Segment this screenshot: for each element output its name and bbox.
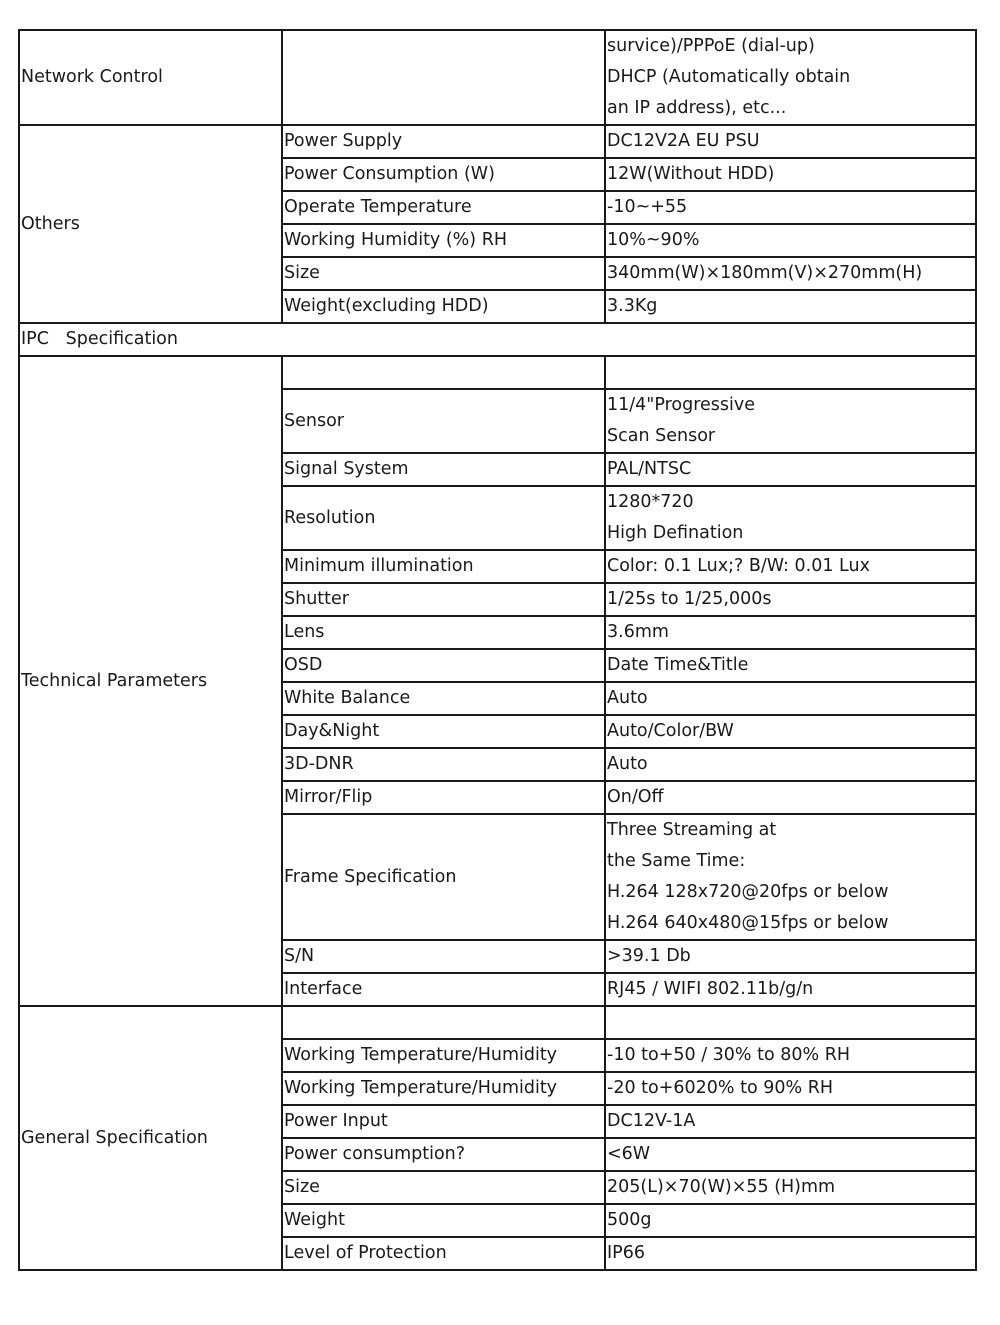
parameter-value: [605, 224, 976, 257]
parameter-label: Power Consumption (W): [282, 158, 605, 191]
value-line: 205(L)×70(W)×55 (H)mm: [607, 1177, 836, 1197]
value-line: [607, 1007, 975, 1038]
parameter-value: [605, 389, 976, 453]
parameter-value: [605, 973, 976, 1006]
value-line: Scan Sensor: [607, 426, 716, 446]
parameter-label: [282, 30, 605, 125]
parameter-value: [605, 1039, 976, 1072]
parameter-value: [605, 1138, 976, 1171]
table-row: [19, 30, 976, 125]
parameter-value: [605, 616, 976, 649]
value-line: -10 to+50 / 30% to 80% RH: [607, 1045, 851, 1065]
parameter-value: [605, 1072, 976, 1105]
parameter-value: [605, 814, 976, 940]
parameter-label: OSD: [282, 649, 605, 682]
parameter-value: [605, 1006, 976, 1039]
group-label-general-specification: General Specification: [19, 1006, 282, 1270]
parameter-value: [605, 158, 976, 191]
value-line: 12W(Without HDD): [607, 164, 775, 184]
parameter-label: Working Humidity (%) RH: [282, 224, 605, 257]
value-line: DC12V-1A: [607, 1111, 696, 1131]
value-line: Auto/Color/BW: [607, 721, 734, 741]
value-line: 10%~90%: [607, 230, 700, 250]
parameter-value: [605, 748, 976, 781]
section-heading: IPC Specification: [19, 323, 976, 356]
parameter-label: Minimum illumination: [282, 550, 605, 583]
parameter-value: [605, 125, 976, 158]
parameter-value: [605, 30, 976, 125]
spec-table-body: [19, 30, 976, 1270]
value-line: 11/4"Progressive: [607, 395, 756, 415]
parameter-value: [605, 356, 976, 389]
parameter-label: Frame Specification: [282, 814, 605, 940]
value-line: 1280*720: [607, 492, 694, 512]
parameter-value: [605, 191, 976, 224]
parameter-label: Signal System: [282, 453, 605, 486]
value-line: [607, 357, 975, 388]
parameter-value: [605, 550, 976, 583]
table-row: [19, 125, 976, 158]
parameter-label: [282, 1006, 605, 1039]
parameter-label: Sensor: [282, 389, 605, 453]
parameter-label: S/N: [282, 940, 605, 973]
value-line: the Same Time:: [607, 851, 746, 871]
parameter-value: [605, 1204, 976, 1237]
parameter-label: Mirror/Flip: [282, 781, 605, 814]
parameter-value: [605, 682, 976, 715]
parameter-value: [605, 1237, 976, 1270]
parameter-label: Power consumption?: [282, 1138, 605, 1171]
value-line: High Defination: [607, 523, 744, 543]
value-line: an IP address), etc...: [607, 98, 787, 118]
parameter-label: Power Input: [282, 1105, 605, 1138]
value-line: 340mm(W)×180mm(V)×270mm(H): [607, 263, 923, 283]
value-line: Auto: [607, 754, 648, 774]
group-label-technical-parameters: Technical Parameters: [19, 356, 282, 1006]
parameter-label: Shutter: [282, 583, 605, 616]
section-heading-row: [19, 323, 976, 356]
parameter-value: [605, 453, 976, 486]
value-line: H.264 128x720@20fps or below: [607, 882, 889, 902]
parameter-value: [605, 649, 976, 682]
value-line: DC12V2A EU PSU: [607, 131, 760, 151]
value-line: 3.6mm: [607, 622, 669, 642]
value-line: 500g: [607, 1210, 652, 1230]
value-line: -10~+55: [607, 197, 688, 217]
parameter-label: 3D-DNR: [282, 748, 605, 781]
value-line: >39.1 Db: [607, 946, 691, 966]
value-line: On/Off: [607, 787, 664, 807]
group-label-network-control: Network Control: [19, 30, 282, 125]
parameter-label: Size: [282, 1171, 605, 1204]
parameter-value: [605, 940, 976, 973]
group-label-others: Others: [19, 125, 282, 323]
parameter-label: Working Temperature/Humidity: [282, 1072, 605, 1105]
parameter-value: [605, 290, 976, 323]
parameter-label: Level of Protection: [282, 1237, 605, 1270]
value-line: DHCP (Automatically obtain: [607, 67, 851, 87]
parameter-label: Interface: [282, 973, 605, 1006]
value-line: Color: 0.1 Lux;? B/W: 0.01 Lux: [607, 556, 870, 576]
value-line: Three Streaming at: [607, 820, 777, 840]
parameter-label: Working Temperature/Humidity: [282, 1039, 605, 1072]
parameter-label: Day&Night: [282, 715, 605, 748]
value-line: RJ45 / WIFI 802.11b/g/n: [607, 979, 814, 999]
parameter-value: [605, 715, 976, 748]
parameter-label: White Balance: [282, 682, 605, 715]
parameter-label: Size: [282, 257, 605, 290]
spec-table: [18, 29, 977, 1271]
parameter-label: Lens: [282, 616, 605, 649]
parameter-value: [605, 1105, 976, 1138]
parameter-value: [605, 486, 976, 550]
value-line: 3.3Kg: [607, 296, 658, 316]
table-row: [19, 356, 976, 389]
parameter-value: [605, 1171, 976, 1204]
table-row: [19, 1006, 976, 1039]
parameter-value: [605, 781, 976, 814]
parameter-value: [605, 583, 976, 616]
parameter-label: [282, 356, 605, 389]
value-line: Auto: [607, 688, 648, 708]
value-line: H.264 640x480@15fps or below: [607, 913, 889, 933]
parameter-label: Resolution: [282, 486, 605, 550]
value-line: -20 to+6020% to 90% RH: [607, 1078, 834, 1098]
value-line: survice)/PPPoE (dial-up): [607, 36, 815, 56]
parameter-label: Weight: [282, 1204, 605, 1237]
parameter-label: Operate Temperature: [282, 191, 605, 224]
value-line: <6W: [607, 1144, 651, 1164]
parameter-label: Power Supply: [282, 125, 605, 158]
parameter-value: [605, 257, 976, 290]
value-line: 1/25s to 1/25,000s: [607, 589, 772, 609]
value-line: Date Time&Title: [607, 655, 749, 675]
parameter-label: Weight(excluding HDD): [282, 290, 605, 323]
value-line: IP66: [607, 1243, 645, 1263]
value-line: PAL/NTSC: [607, 459, 692, 479]
